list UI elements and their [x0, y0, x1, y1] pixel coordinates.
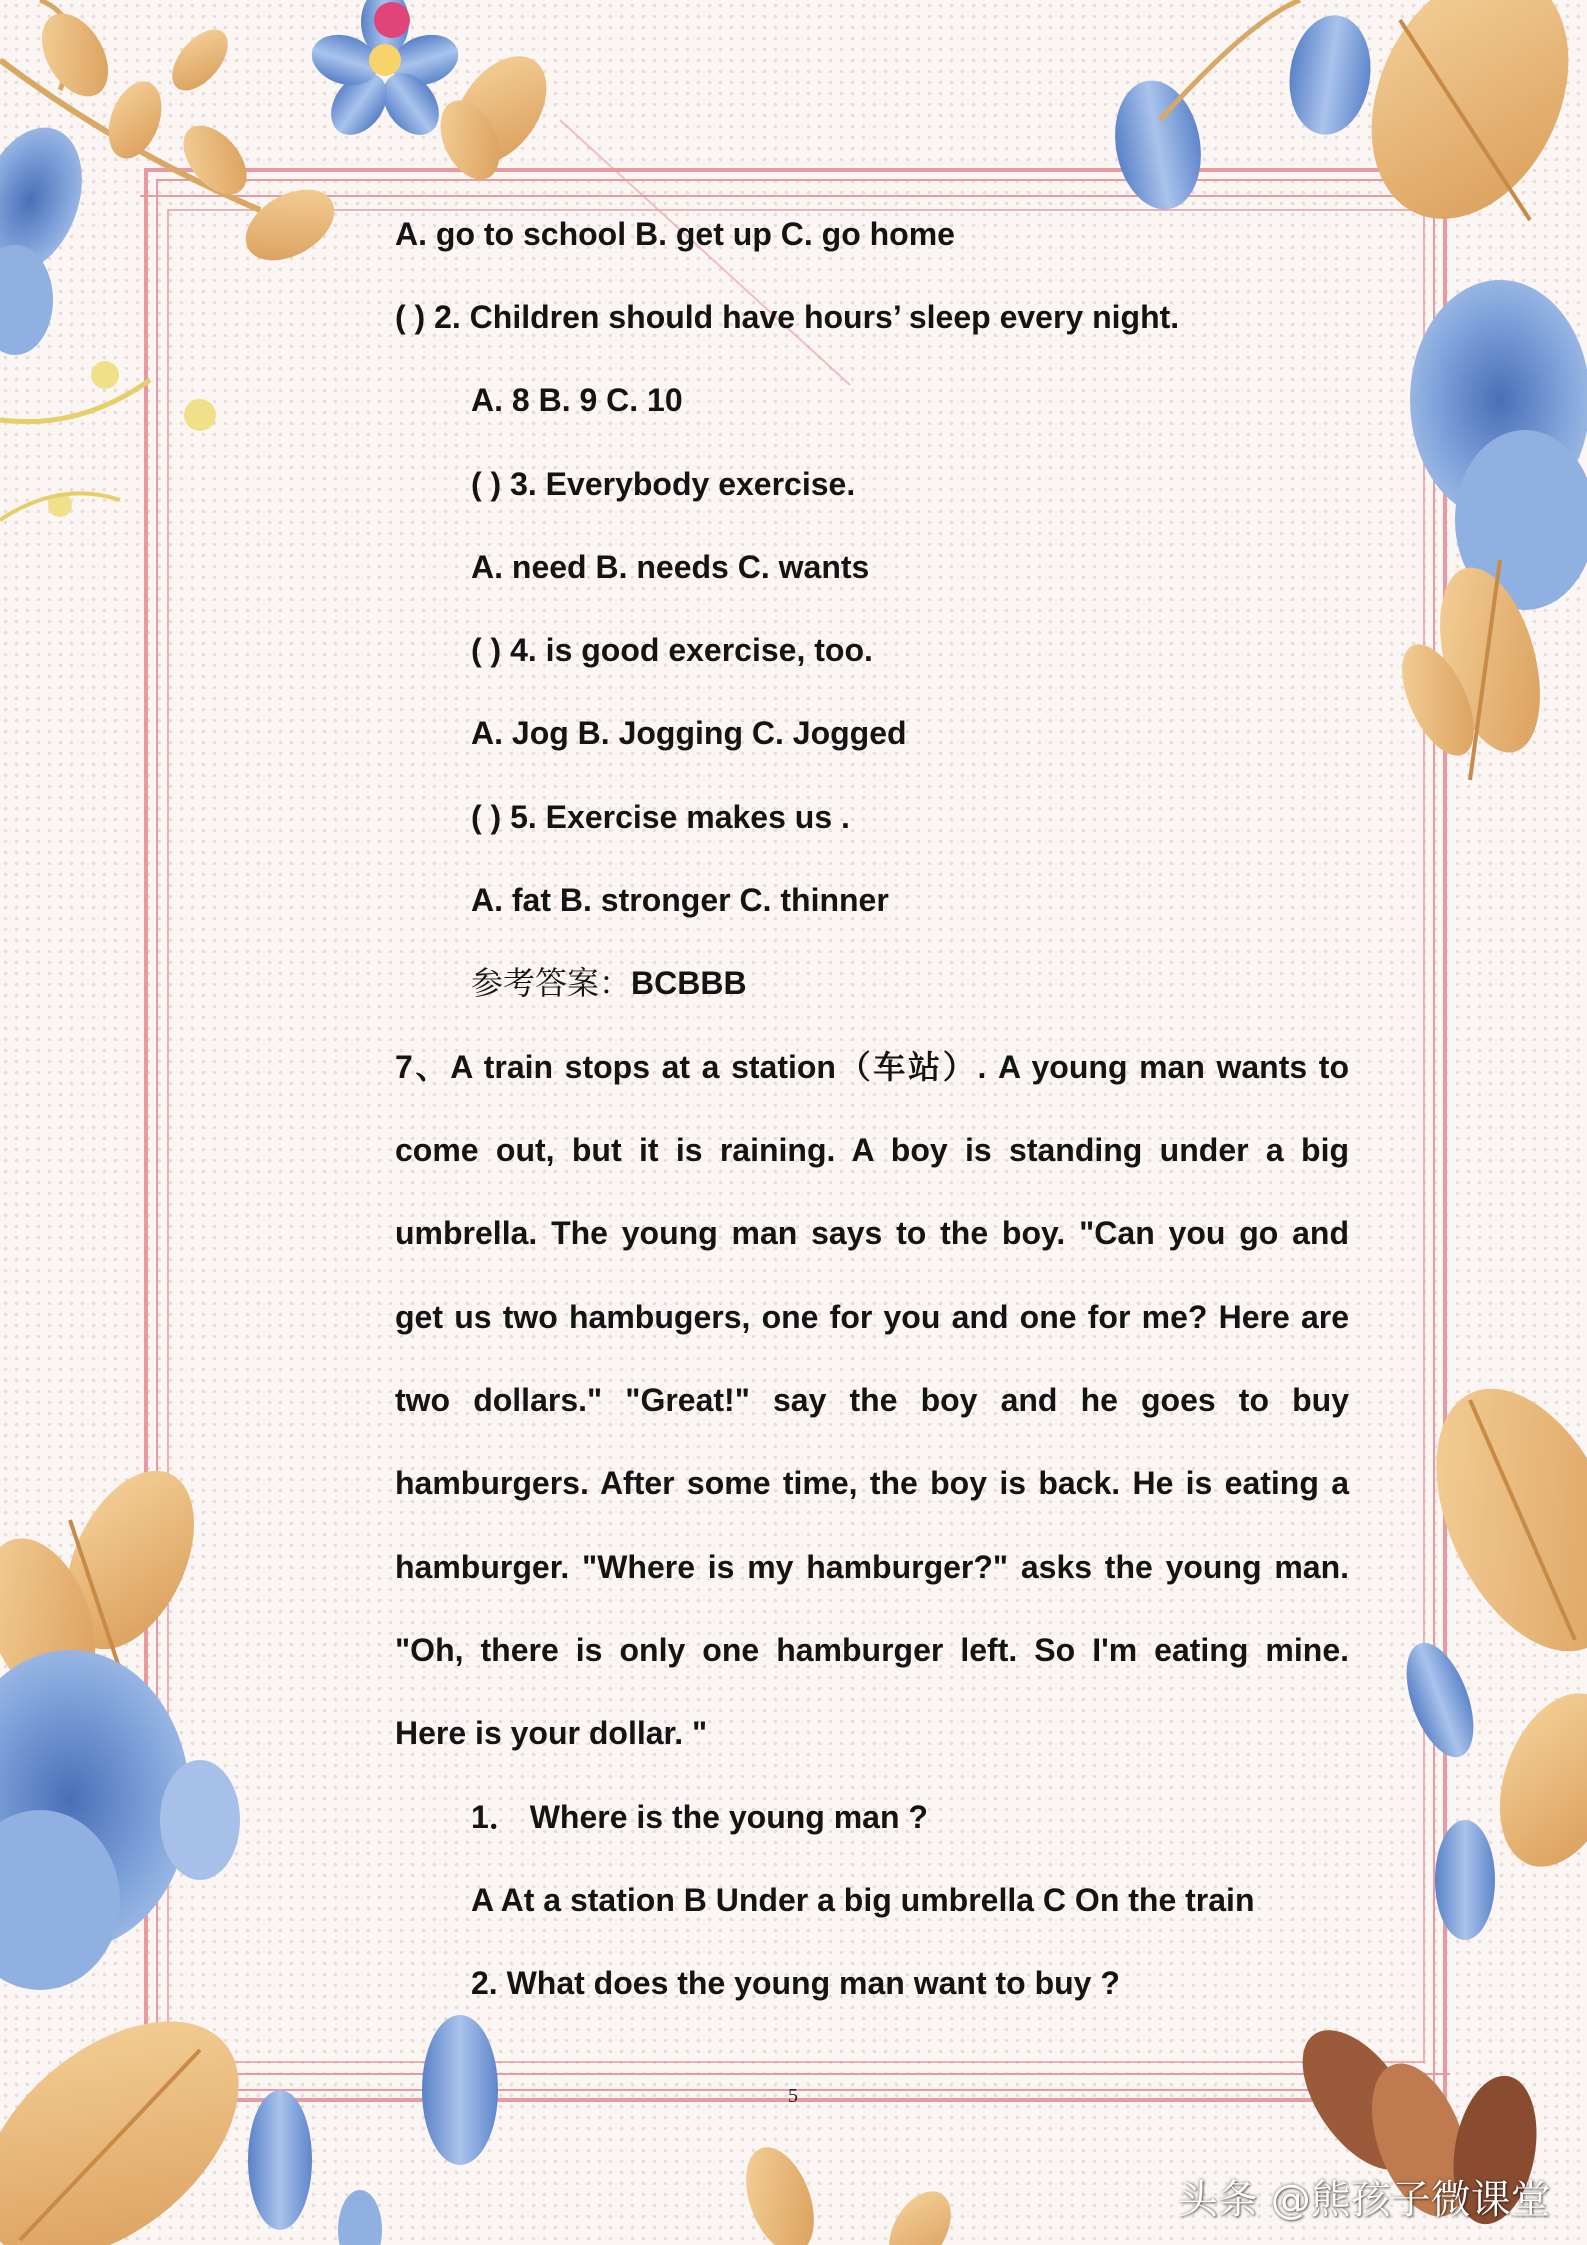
left-lower-floral [0, 1451, 240, 1990]
q1-options: A. go to school B. get up C. go home [395, 216, 955, 252]
passage-line: get us two hambugers, one for you and one for me? Here are [395, 1299, 1349, 1335]
q3-options: A. need B. needs C. wants [471, 549, 870, 585]
top-left-floral [0, 0, 566, 520]
answer-key [471, 963, 747, 1003]
passage-last-line: Here is your dollar. " [395, 1715, 708, 1751]
q2-stem: ( ) 2. Children should have hours’ sleep every night. [395, 299, 1180, 335]
p7-q1-stem: 1． Where is the young man ? [471, 1799, 928, 1835]
answer-label: 参考答案： [471, 964, 632, 1002]
answer-value: BCBBB [631, 965, 747, 1001]
passage-line: 7、A train stops at a station（车站）. A young man wants to [395, 1049, 1349, 1085]
passage-line: hamburgers. After some time, the boy is back. He is eating a [395, 1465, 1349, 1501]
passage-line: hamburger. "Where is my hamburger?" asks the young man. [395, 1549, 1349, 1585]
passage-line: come out, but it is raining. A boy is standing under a big [395, 1132, 1349, 1168]
top-right-floral [1105, 0, 1587, 780]
q3-stem: ( ) 3. Everybody exercise. [471, 466, 856, 502]
passage-line: umbrella. The young man says to the boy. "Can you go and [395, 1215, 1349, 1251]
q4-stem: ( ) 4. is good exercise, too. [471, 632, 873, 668]
passage-line: "Oh, there is only one hamburger left. So I'm eating mine. [395, 1632, 1349, 1668]
passage-line: two dollars." "Great!" say the boy and he goes to buy [395, 1382, 1349, 1418]
p7-q1-options: A At a station B Under a big umbrella C On the train [471, 1882, 1255, 1918]
q2-options: A. 8 B. 9 C. 10 [471, 382, 683, 418]
q4-options: A. Jog B. Jogging C. Jogged [471, 715, 907, 751]
watermark: 头条 @熊孩子微课堂 [1178, 2177, 1551, 2223]
p7-q2-stem: 2. What does the young man want to buy ? [471, 1965, 1120, 2001]
q5-options: A. fat B. stronger C. thinner [471, 882, 889, 918]
page-number: 5 [788, 2085, 798, 2107]
q5-stem: ( ) 5. Exercise makes us . [471, 799, 850, 835]
